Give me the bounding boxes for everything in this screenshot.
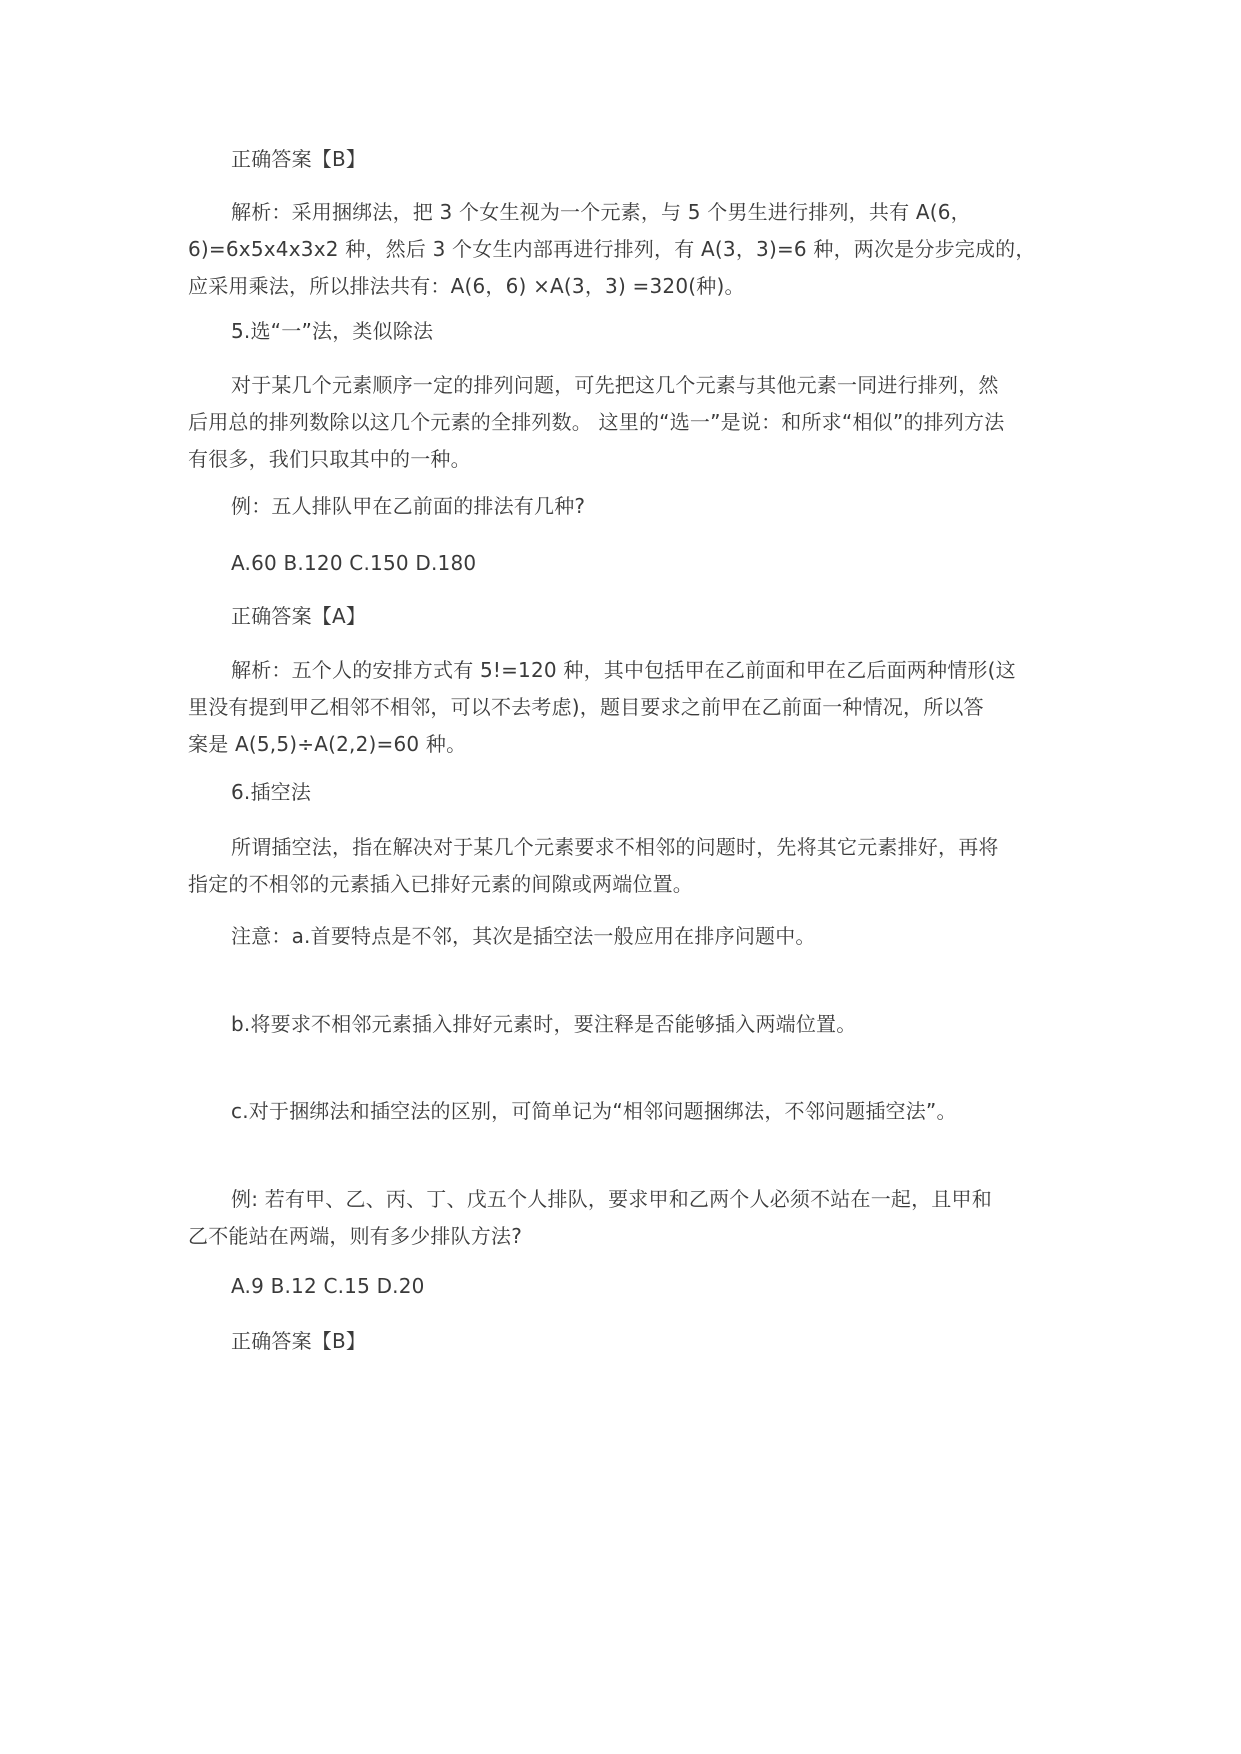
- note-c: c.对于捆绑法和插空法的区别，可简单记为“相邻问题捆绑法，不邻问题插空法”。: [231, 1099, 957, 1123]
- options-1: A.60 B.120 C.150 D.180: [231, 551, 477, 575]
- section-heading-6: 6.插空法: [231, 780, 312, 804]
- division-method-description: 对于某几个元素顺序一定的排列问题，可先把这几个元素与其他元素一同进行排列，然 后用总的排列数除以这几个元素的全排列数。 这里的“选一”是说：和所求“相似”的排列方法 有很多，我们只取其中的一种。: [188, 373, 1005, 471]
- explanation-division: 解析：五个人的安排方式有 5!=120 种，其中包括甲在乙前面和甲在乙后面两种情形(这 里没有提到甲乙相邻不相邻，可以不去考虑)，题目要求之前甲在乙前面一种情况，所以答 案是 A(5,5)÷A(2,2)=60 种。: [188, 658, 1016, 756]
- options-2: A.9 B.12 C.15 D.20: [231, 1274, 425, 1298]
- note-a: 注意：a.首要特点是不邻，其次是插空法一般应用在排序问题中。: [231, 924, 816, 948]
- answer-b-1: 正确答案【B】: [231, 147, 367, 171]
- gap-method-description: 所谓插空法，指在解决对于某几个元素要求不相邻的问题时，先将其它元素排好，再将 指定的不相邻的元素插入已排好元素的间隙或两端位置。: [188, 835, 999, 896]
- note-b: b.将要求不相邻元素插入排好元素时，要注释是否能够插入两端位置。: [231, 1012, 857, 1036]
- example-question-1: 例：五人排队甲在乙前面的排法有几种?: [231, 494, 586, 518]
- answer-b-2: 正确答案【B】: [231, 1329, 367, 1353]
- answer-a: 正确答案【A】: [231, 604, 367, 628]
- section-heading-5: 5.选“一”法，类似除法: [231, 319, 434, 343]
- explanation-bundling: 解析：采用捆绑法，把 3 个女生视为一个元素，与 5 个男生进行排列，共有 A(6， 6)=6x5x4x3x2 种，然后 3 个女生内部再进行排列，有 A(3，3)=6 种，两次是分步完成的， 应采用乘法，所以排法共有：A(6，6) ×A(3，3) =320(种)。: [188, 200, 1036, 298]
- example-question-2: 例: 若有甲、乙、丙、丁、戊五个人排队，要求甲和乙两个人必须不站在一起，且甲和 乙不能站在两端，则有多少排队方法?: [188, 1187, 992, 1248]
